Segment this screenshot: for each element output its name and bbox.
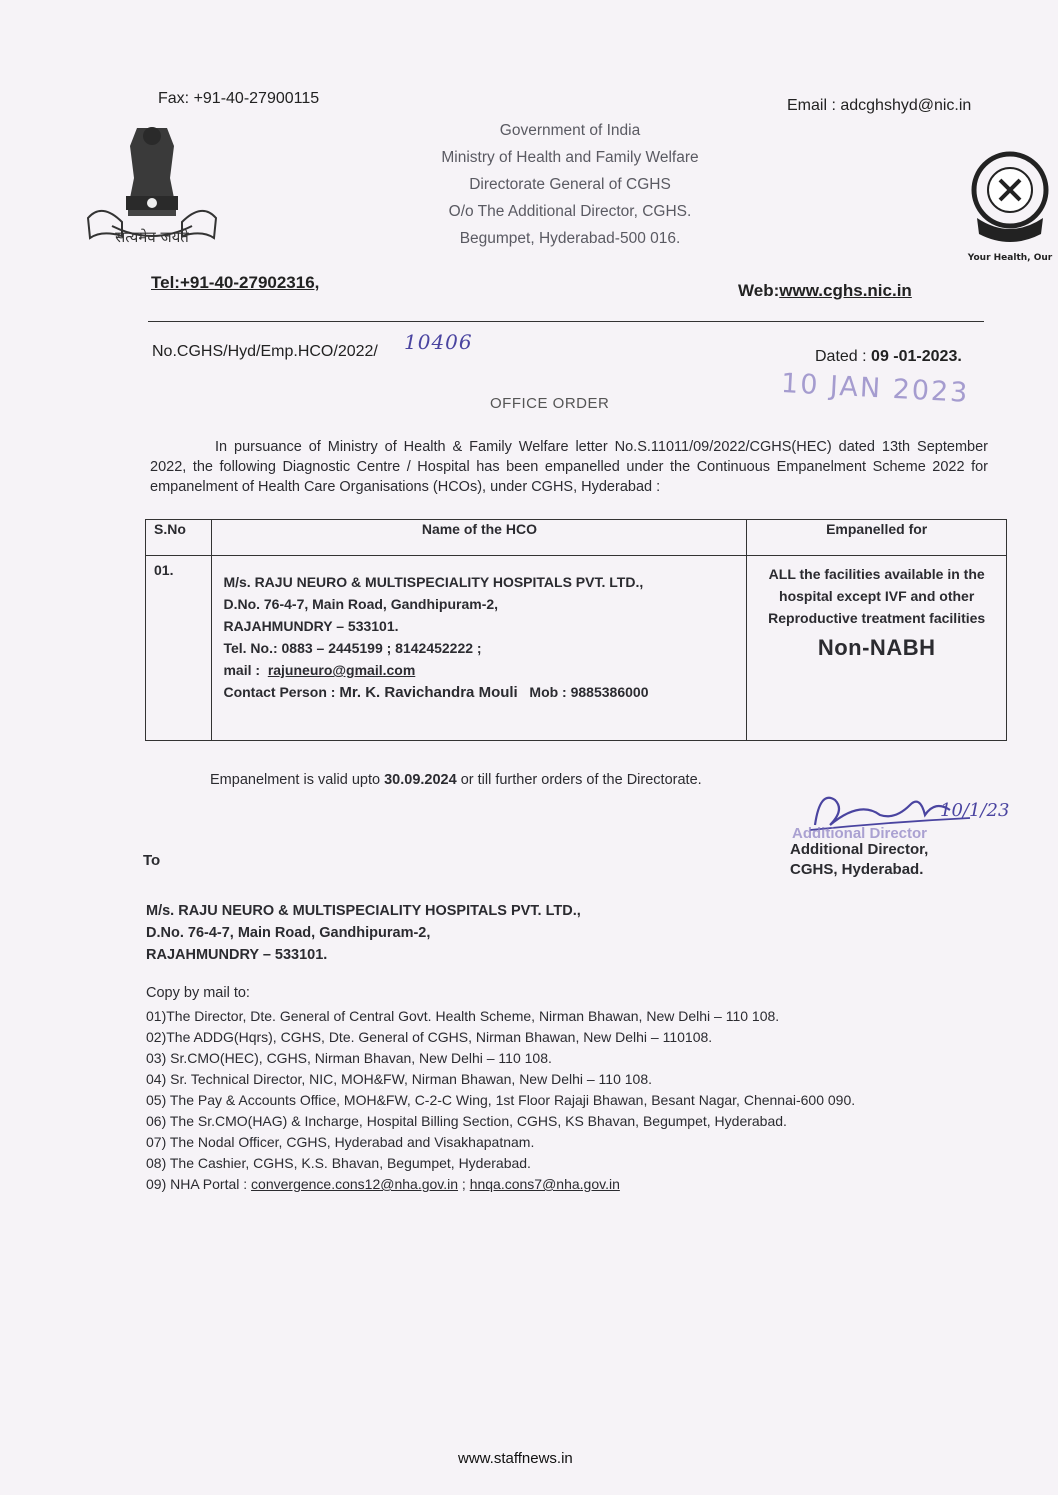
cell-hco-details bbox=[212, 556, 747, 741]
list-item: 06) The Sr.CMO(HAG) & Incharge, Hospital Billing Section, CGHS, KS Bhavan, Begumpet, Hyderabad. bbox=[146, 1113, 787, 1129]
list-item: 05) The Pay & Accounts Office, MOH&FW, C-2-C Wing, 1st Floor Rajaji Bhawan, Besant Nagar, Chennai-600 090. bbox=[146, 1092, 856, 1108]
reference-number: No.CGHS/Hyd/Emp.HCO/2022/ bbox=[152, 343, 378, 360]
intro-paragraph bbox=[150, 437, 988, 497]
header-sno: S.No bbox=[146, 520, 212, 556]
to-label: To bbox=[143, 852, 161, 869]
hco-table bbox=[145, 519, 1007, 741]
list-item: 04) Sr. Technical Director, NIC, MOH&FW, Nirman Bhawan, New Delhi – 110 108. bbox=[146, 1071, 653, 1087]
hco-address2: RAJAHMUNDRY – 533101. bbox=[223, 618, 399, 634]
signatory-title1: Additional Director, bbox=[790, 841, 929, 858]
website-link[interactable]: www.cghs.nic.in bbox=[779, 281, 912, 300]
web-label: Web: bbox=[738, 281, 780, 300]
addressee-line: RAJAHMUNDRY – 533101. bbox=[146, 947, 328, 963]
contact-label: Contact Person : bbox=[223, 684, 336, 700]
copy-heading: Copy by mail to: bbox=[146, 985, 250, 1001]
hco-name: M/s. RAJU NEURO & MULTISPECIALITY HOSPITALS PVT. LTD., bbox=[223, 574, 644, 590]
dated-value: 09 -01-2023. bbox=[871, 348, 962, 365]
empanelled-facilities: ALL the facilities available in the hospital except IVF and other Reproductive treatment facilities bbox=[768, 566, 986, 626]
accreditation-status: Non-NABH bbox=[817, 635, 936, 660]
list-item: 08) The Cashier, CGHS, K.S. Bhavan, Begumpet, Hyderabad. bbox=[146, 1155, 531, 1171]
national-emblem-icon bbox=[82, 118, 222, 253]
signatory-title2: CGHS, Hyderabad. bbox=[790, 861, 924, 878]
list-item: 02)The ADDG(Hqrs), CGHS, Dte. General of CGHS, Nirman Bhawan, New Delhi – 110108. bbox=[146, 1029, 713, 1045]
addressee-line: M/s. RAJU NEURO & MULTISPECIALITY HOSPITALS PVT. LTD., bbox=[146, 903, 581, 919]
table-header-row bbox=[146, 520, 1007, 556]
letterhead-line: Directorate General of CGHS bbox=[469, 176, 671, 193]
handwritten-dispatch-number: 10406 bbox=[404, 330, 473, 354]
header-name: Name of the HCO bbox=[212, 520, 747, 556]
validity-statement bbox=[210, 772, 702, 788]
website bbox=[738, 281, 912, 301]
cghs-logo-caption: Your Health, Our bbox=[967, 253, 1053, 263]
copy-list bbox=[146, 1006, 855, 1195]
cell-sno: 01. bbox=[146, 556, 212, 741]
received-date-stamp: 10 JAN 2023 bbox=[780, 368, 971, 409]
letterhead-line: Ministry of Health and Family Welfare bbox=[441, 149, 699, 166]
letterhead-line: O/o The Additional Director, CGHS. bbox=[448, 203, 692, 220]
emblem-motto: सत्यमेव जयते bbox=[115, 228, 189, 246]
addressee-block bbox=[146, 900, 581, 966]
footer-watermark: www.staffnews.in bbox=[458, 1450, 573, 1467]
list-item: 07) The Nodal Officer, CGHS, Hyderabad and Visakhapatnam. bbox=[146, 1134, 535, 1150]
dated-label: Dated : bbox=[815, 348, 867, 365]
hco-email-link[interactable]: rajuneuro@gmail.com bbox=[267, 662, 416, 678]
addressee-line: D.No. 76-4-7, Main Road, Gandhipuram-2, bbox=[146, 925, 431, 941]
hco-telephone: Tel. No.: 0883 – 2445199 ; 8142452222 ; bbox=[223, 640, 482, 656]
list-item: 01)The Director, Dte. General of Central Govt. Health Scheme, Nirman Bhawan, New Delhi – 110 108. bbox=[146, 1008, 780, 1024]
hco-contact-line bbox=[223, 681, 745, 704]
validity-prefix: Empanelment is valid upto bbox=[210, 772, 385, 788]
list-item bbox=[146, 1174, 855, 1195]
nha-prefix: 09) NHA Portal : bbox=[146, 1176, 252, 1192]
cghs-logo-icon bbox=[963, 130, 1058, 275]
nha-email-link-2[interactable]: hnqa.cons7@nha.gov.in bbox=[469, 1176, 620, 1192]
intro-text: In pursuance of Ministry of Health & Family Welfare letter No.S.11011/09/2022/CGHS(HEC) dated 13th September 2022, the following Diagnostic Centre / Hospital has been empanelled under the Continuous Empanelment Scheme 2022 for empanelment of Health Care Organisations (HCOs), under CGHS, Hyderabad : bbox=[150, 439, 988, 495]
hco-address1: D.No. 76-4-7, Main Road, Gandhipuram-2, bbox=[223, 596, 499, 612]
designation-stamp: Additional Director bbox=[792, 825, 928, 842]
telephone-number: Tel:+91-40-27902316, bbox=[151, 273, 320, 292]
letterhead-line: Begumpet, Hyderabad-500 016. bbox=[459, 230, 681, 247]
nha-email-link-1[interactable]: convergence.cons12@nha.gov.in bbox=[251, 1176, 459, 1192]
validity-suffix: or till further orders of the Directorate. bbox=[456, 772, 702, 788]
validity-date: 30.09.2024 bbox=[384, 772, 457, 788]
cell-empanelled-for bbox=[747, 556, 1007, 741]
contact-mobile: Mob : 9885386000 bbox=[529, 684, 649, 700]
mail-label: mail : bbox=[223, 662, 261, 678]
fax-number: Fax: +91-40-27900115 bbox=[158, 90, 320, 107]
nha-separator: ; bbox=[458, 1176, 470, 1192]
header-empanelled: Empanelled for bbox=[747, 520, 1007, 556]
signature-handwritten-date: 10/1/23 bbox=[940, 800, 1010, 821]
contact-name: Mr. K. Ravichandra Mouli bbox=[339, 684, 518, 701]
table-row bbox=[146, 556, 1007, 741]
header-divider bbox=[148, 321, 984, 322]
email-address: Email : adcghshyd@nic.in bbox=[787, 97, 972, 114]
date-line bbox=[815, 348, 962, 366]
hco-mail-line bbox=[223, 659, 745, 681]
list-item: 03) Sr.CMO(HEC), CGHS, Nirman Bhavan, New Delhi – 110 108. bbox=[146, 1050, 552, 1066]
signatory-designation bbox=[790, 840, 928, 880]
document-title: OFFICE ORDER bbox=[490, 395, 610, 412]
letterhead-block bbox=[380, 117, 760, 252]
letterhead-line: Government of India bbox=[499, 122, 641, 139]
